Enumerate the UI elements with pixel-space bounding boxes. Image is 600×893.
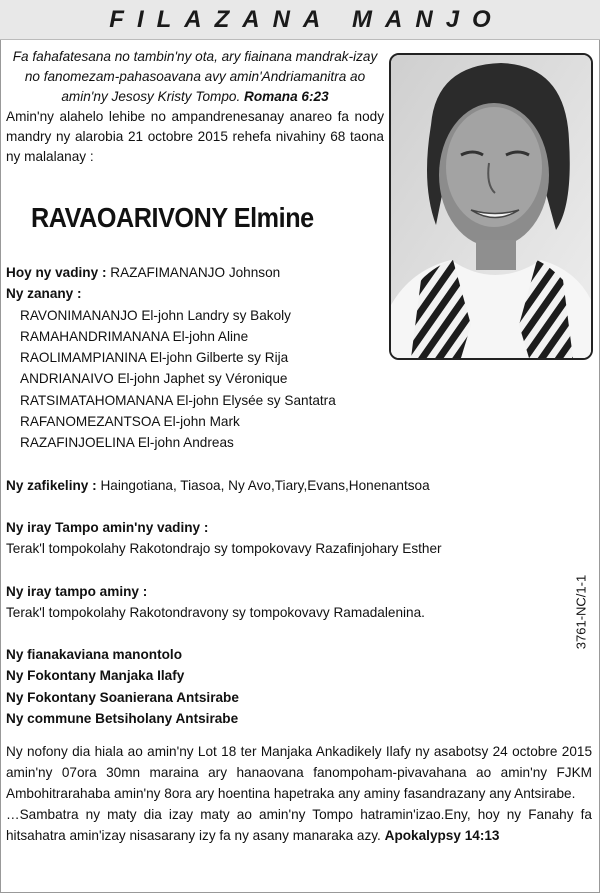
deceased-name: RAVAOARIVONY Elmine [31, 202, 314, 233]
notice-title: FILAZANA MANJO [109, 5, 504, 33]
family-section [6, 262, 594, 729]
spouse-label: Hoy ny vadiny : [6, 265, 107, 280]
closing-verse [6, 804, 592, 846]
announcement: Amin'ny alahelo lehibe no ampandrenesanay anareo fa nody mandry ny alarobia 21 octobre 2015 rehefa nivahiny 68 taona ny malalanay : [6, 109, 384, 164]
verse-reference: Romana 6:23 [244, 89, 329, 104]
spacer [6, 560, 594, 581]
spacer [6, 623, 594, 644]
inlaws-spouse-label: Ny iray Tampo amin'ny vadiny : [6, 519, 209, 535]
spacer [6, 454, 594, 475]
community-line: Ny fianakaviana manontolo [6, 647, 183, 663]
spouse-line [6, 262, 594, 283]
funeral-text: Ny nofony dia hiala ao amin'ny Lot 18 ter Manjaka Ankadikely Ilafy ny asabotsy 24 octobre 2015 amin'ny 07ora 30mn maraina ary hanaovana fanompoham-pivavahana ao amin'ny FJKM Ambohitrarahaba amin'ny 8ora ary hoentina hapetraka any aminy fasandrazany any Antsirabe. [6, 744, 592, 801]
child-name: ANDRIANAIVO El-john Japhet sy Véronique [20, 371, 288, 387]
child-name: RAOLIMAMPIANINA El-john Gilberte sy Rija [20, 350, 289, 366]
community-line: Ny Fokontany Soanierana Antsirabe [6, 689, 239, 705]
child-name: RAZAFINJOELINA El-john Andreas [20, 435, 234, 451]
grandchildren-label: Ny zafikeliny : [6, 477, 97, 493]
grandchildren-names: Haingotiana, Tiasoa, Ny Avo,Tiary,Evans,Honenantsoa [100, 477, 430, 493]
verse-text: Fa fahafatesana no tambin'ny ota, ary fiainana mandrak-izay no fanomezam-pahasoavana avy amin'Andriamanitra ao amin'ny Jesosy Kristy Tompo. [12, 49, 378, 104]
spacer [6, 496, 594, 517]
child-name: RAFANOMEZANTSOA El-john Mark [20, 414, 240, 430]
children-label: Ny zanany : [6, 286, 82, 302]
child-name: RAMAHANDRIMANANA El-john Aline [20, 328, 249, 344]
grandchildren-line [6, 475, 594, 496]
siblings-names: Terak'l tompokolahy Rakotondravony sy tompokovavy Ramadalenina. [6, 604, 425, 620]
child-name: RATSIMATAHOMANANA El-john Elysée sy Santatra [20, 392, 336, 408]
community-line: Ny commune Betsiholany Antsirabe [6, 711, 239, 727]
reference-code: 3761-NC/1-1 [573, 574, 589, 650]
bible-verse [6, 47, 384, 107]
funeral-details [6, 741, 592, 846]
closing-reference: Apokalypsy 14:13 [384, 828, 500, 843]
child-name: RAVONIMANANJO El-john Landry sy Bakoly [20, 307, 291, 323]
siblings-label: Ny iray tampo aminy : [6, 583, 148, 599]
closing-text: …Sambatra ny maty dia izay maty ao amin'ny Tompo hatramin'izao.Eny, hoy ny Fanahy fa hitsahatra amin'izay nisasarany izy fa ny asany manaraka azy. [6, 807, 592, 843]
spouse-name: RAZAFIMANANJO Johnson [110, 265, 281, 280]
intro-text [6, 47, 384, 167]
community-line: Ny Fokontany Manjaka Ilafy [6, 668, 185, 684]
notice-header [0, 0, 600, 40]
inlaws-spouse-names: Terak'l tompokolahy Rakotondrajo sy tompokovavy Razafinjohary Esther [6, 541, 442, 557]
